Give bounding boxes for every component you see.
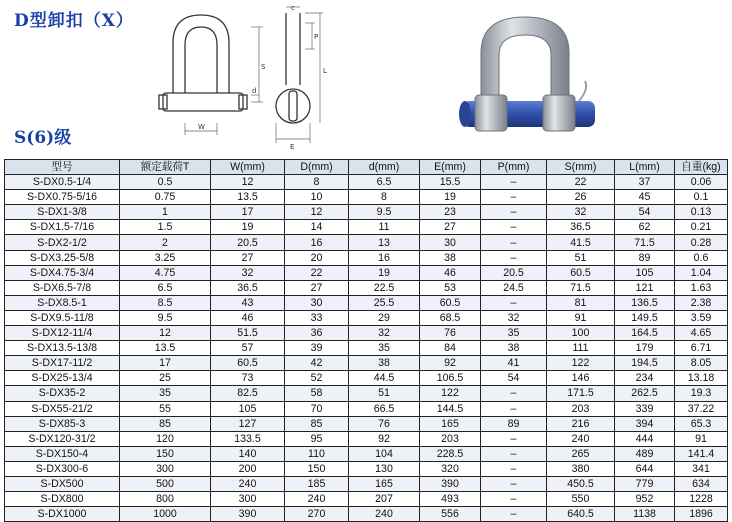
table-cell: 341 bbox=[675, 461, 728, 476]
dim-label-w: W bbox=[198, 123, 205, 131]
dim-label-e: E bbox=[290, 143, 295, 151]
table-cell: 58 bbox=[285, 386, 349, 401]
table-cell: 19 bbox=[420, 190, 481, 205]
table-cell: 489 bbox=[615, 446, 675, 461]
table-cell: 13.18 bbox=[675, 371, 728, 386]
table-cell: 8.5 bbox=[120, 295, 211, 310]
table-cell: 19.3 bbox=[675, 386, 728, 401]
table-cell: 9.5 bbox=[120, 310, 211, 325]
table-cell: 71.5 bbox=[615, 235, 675, 250]
table-cell: 141.4 bbox=[675, 446, 728, 461]
table-cell: 500 bbox=[120, 476, 211, 491]
table-cell: 57 bbox=[211, 341, 285, 356]
model-cell: S-DX300-6 bbox=[5, 461, 120, 476]
model-cell: S-DX1-3/8 bbox=[5, 205, 120, 220]
table-cell: 73 bbox=[211, 371, 285, 386]
table-cell: 92 bbox=[349, 431, 420, 446]
table-cell: 76 bbox=[420, 326, 481, 341]
table-cell: 8 bbox=[285, 175, 349, 190]
table-cell: 10 bbox=[285, 190, 349, 205]
table-cell: 13.5 bbox=[211, 190, 285, 205]
table-cell: 6.5 bbox=[120, 280, 211, 295]
table-cell: 81 bbox=[547, 295, 615, 310]
table-cell: 85 bbox=[120, 416, 211, 431]
table-cell: 68.5 bbox=[420, 310, 481, 325]
column-header: 额定载荷T bbox=[120, 160, 211, 175]
table-row bbox=[5, 371, 728, 386]
table-cell: 38 bbox=[481, 341, 547, 356]
table-cell: 444 bbox=[615, 431, 675, 446]
table-cell: 33 bbox=[285, 310, 349, 325]
table-cell: 46 bbox=[420, 265, 481, 280]
table-cell: 51 bbox=[349, 386, 420, 401]
table-cell: 60.5 bbox=[420, 295, 481, 310]
table-cell: 144.5 bbox=[420, 401, 481, 416]
table-cell: 104 bbox=[349, 446, 420, 461]
table-cell: 6.5 bbox=[349, 175, 420, 190]
table-cell: 15.5 bbox=[420, 175, 481, 190]
table-cell: 30 bbox=[420, 235, 481, 250]
table-cell: 22.5 bbox=[349, 280, 420, 295]
table-row bbox=[5, 341, 728, 356]
table-cell: 105 bbox=[211, 401, 285, 416]
table-cell: – bbox=[481, 492, 547, 507]
dim-label-l: L bbox=[323, 67, 327, 75]
table-cell: 76 bbox=[349, 416, 420, 431]
table-cell: 240 bbox=[211, 476, 285, 491]
dim-label-p: P bbox=[314, 33, 319, 41]
table-cell: 13.5 bbox=[120, 341, 211, 356]
model-cell: S-DX55-21/2 bbox=[5, 401, 120, 416]
table-cell: 150 bbox=[120, 446, 211, 461]
table-cell: 140 bbox=[211, 446, 285, 461]
table-cell: 42 bbox=[285, 356, 349, 371]
table-cell: 3.25 bbox=[120, 250, 211, 265]
table-cell: 106.5 bbox=[420, 371, 481, 386]
shackle-technical-drawing bbox=[155, 3, 335, 153]
table-cell: – bbox=[481, 295, 547, 310]
table-cell: 35 bbox=[120, 386, 211, 401]
table-cell: 44.5 bbox=[349, 371, 420, 386]
table-row bbox=[5, 431, 728, 446]
table-cell: 70 bbox=[285, 401, 349, 416]
dim-label-d: d bbox=[252, 87, 257, 95]
table-cell: 270 bbox=[285, 507, 349, 522]
dim-label-c: c bbox=[291, 4, 295, 12]
table-cell: – bbox=[481, 446, 547, 461]
table-cell: 2.38 bbox=[675, 295, 728, 310]
table-row bbox=[5, 401, 728, 416]
table-cell: 122 bbox=[547, 356, 615, 371]
table-row bbox=[5, 492, 728, 507]
table-cell: 100 bbox=[547, 326, 615, 341]
table-cell: 19 bbox=[211, 220, 285, 235]
table-cell: 240 bbox=[285, 492, 349, 507]
table-row bbox=[5, 386, 728, 401]
table-cell: 8 bbox=[349, 190, 420, 205]
table-cell: 53 bbox=[420, 280, 481, 295]
table-cell: 92 bbox=[420, 356, 481, 371]
table-cell: 27 bbox=[285, 280, 349, 295]
table-cell: 136.5 bbox=[615, 295, 675, 310]
column-header: D(mm) bbox=[285, 160, 349, 175]
table-cell: 91 bbox=[547, 310, 615, 325]
table-cell: 1.04 bbox=[675, 265, 728, 280]
table-cell: 390 bbox=[420, 476, 481, 491]
model-cell: S-DX1.5-7/16 bbox=[5, 220, 120, 235]
table-cell: 171.5 bbox=[547, 386, 615, 401]
column-header: L(mm) bbox=[615, 160, 675, 175]
table-cell: 46 bbox=[211, 310, 285, 325]
table-cell: – bbox=[481, 507, 547, 522]
table-cell: 380 bbox=[547, 461, 615, 476]
table-cell: 36 bbox=[285, 326, 349, 341]
table-cell: 0.6 bbox=[675, 250, 728, 265]
table-cell: 38 bbox=[420, 250, 481, 265]
table-header-row bbox=[5, 160, 728, 175]
table-cell: 62 bbox=[615, 220, 675, 235]
table-cell: 36.5 bbox=[211, 280, 285, 295]
model-cell: S-DX4.75-3/4 bbox=[5, 265, 120, 280]
table-cell: 1228 bbox=[675, 492, 728, 507]
table-cell: 84 bbox=[420, 341, 481, 356]
table-row bbox=[5, 476, 728, 491]
table-cell: 164.5 bbox=[615, 326, 675, 341]
table-cell: 0.06 bbox=[675, 175, 728, 190]
table-cell: 22 bbox=[285, 265, 349, 280]
table-cell: 52 bbox=[285, 371, 349, 386]
table-cell: 66.5 bbox=[349, 401, 420, 416]
table-cell: 450.5 bbox=[547, 476, 615, 491]
table-cell: 390 bbox=[211, 507, 285, 522]
table-row bbox=[5, 250, 728, 265]
table-cell: 0.5 bbox=[120, 175, 211, 190]
model-cell: S-DX17-11/2 bbox=[5, 356, 120, 371]
table-cell: 265 bbox=[547, 446, 615, 461]
table-body bbox=[5, 175, 728, 522]
table-row bbox=[5, 416, 728, 431]
table-cell: 32 bbox=[481, 310, 547, 325]
model-cell: S-DX8.5-1 bbox=[5, 295, 120, 310]
table-cell: 121 bbox=[615, 280, 675, 295]
table-cell: 35 bbox=[481, 326, 547, 341]
table-row bbox=[5, 205, 728, 220]
table-cell: 1.5 bbox=[120, 220, 211, 235]
table-row bbox=[5, 265, 728, 280]
table-cell: 20 bbox=[285, 250, 349, 265]
table-cell: 4.65 bbox=[675, 326, 728, 341]
model-cell: S-DX0.5-1/4 bbox=[5, 175, 120, 190]
table-cell: 27 bbox=[420, 220, 481, 235]
table-cell: 54 bbox=[615, 205, 675, 220]
table-cell: 105 bbox=[615, 265, 675, 280]
table-cell: 6.71 bbox=[675, 341, 728, 356]
table-cell: 25 bbox=[120, 371, 211, 386]
table-cell: 17 bbox=[211, 205, 285, 220]
table-cell: 240 bbox=[547, 431, 615, 446]
model-cell: S-DX85-3 bbox=[5, 416, 120, 431]
table-cell: 12 bbox=[120, 326, 211, 341]
table-row bbox=[5, 446, 728, 461]
table-cell: – bbox=[481, 235, 547, 250]
table-cell: – bbox=[481, 431, 547, 446]
table-cell: 133.5 bbox=[211, 431, 285, 446]
table-cell: 36.5 bbox=[547, 220, 615, 235]
table-cell: 37 bbox=[615, 175, 675, 190]
shackle-product-image bbox=[455, 5, 605, 155]
table-cell: 146 bbox=[547, 371, 615, 386]
table-cell: 60.5 bbox=[547, 265, 615, 280]
table-cell: 82.5 bbox=[211, 386, 285, 401]
table-cell: 2 bbox=[120, 235, 211, 250]
table-cell: 1.63 bbox=[675, 280, 728, 295]
table-row bbox=[5, 507, 728, 522]
table-cell: 41 bbox=[481, 356, 547, 371]
table-cell: 194.5 bbox=[615, 356, 675, 371]
column-header: 型号 bbox=[5, 160, 120, 175]
table-cell: 300 bbox=[120, 461, 211, 476]
dim-label-s: S bbox=[261, 63, 266, 71]
table-row bbox=[5, 295, 728, 310]
table-cell: 51 bbox=[547, 250, 615, 265]
table-cell: 165 bbox=[420, 416, 481, 431]
table-cell: 122 bbox=[420, 386, 481, 401]
model-cell: S-DX9.5-11/8 bbox=[5, 310, 120, 325]
table-cell: 130 bbox=[349, 461, 420, 476]
model-cell: S-DX500 bbox=[5, 476, 120, 491]
table-cell: 12 bbox=[285, 205, 349, 220]
column-header: P(mm) bbox=[481, 160, 547, 175]
table-row bbox=[5, 235, 728, 250]
table-cell: 51.5 bbox=[211, 326, 285, 341]
table-cell: 45 bbox=[615, 190, 675, 205]
table-cell: 32 bbox=[349, 326, 420, 341]
table-cell: 24.5 bbox=[481, 280, 547, 295]
table-cell: 22 bbox=[547, 175, 615, 190]
table-cell: 127 bbox=[211, 416, 285, 431]
table-cell: 39 bbox=[285, 341, 349, 356]
table-cell: 41.5 bbox=[547, 235, 615, 250]
table-cell: 203 bbox=[547, 401, 615, 416]
model-cell: S-DX800 bbox=[5, 492, 120, 507]
model-cell: S-DX150-4 bbox=[5, 446, 120, 461]
table-cell: 1 bbox=[120, 205, 211, 220]
model-cell: S-DX13.5-13/8 bbox=[5, 341, 120, 356]
model-cell: S-DX35-2 bbox=[5, 386, 120, 401]
table-cell: 25.5 bbox=[349, 295, 420, 310]
table-cell: 43 bbox=[211, 295, 285, 310]
table-cell: 23 bbox=[420, 205, 481, 220]
table-cell: 234 bbox=[615, 371, 675, 386]
table-cell: 0.13 bbox=[675, 205, 728, 220]
table-cell: 38 bbox=[349, 356, 420, 371]
model-cell: S-DX1000 bbox=[5, 507, 120, 522]
model-cell: S-DX120-31/2 bbox=[5, 431, 120, 446]
table-cell: – bbox=[481, 461, 547, 476]
column-header: E(mm) bbox=[420, 160, 481, 175]
model-cell: S-DX6.5-7/8 bbox=[5, 280, 120, 295]
table-cell: 556 bbox=[420, 507, 481, 522]
table-cell: 17 bbox=[120, 356, 211, 371]
table-cell: 95 bbox=[285, 431, 349, 446]
table-cell: 0.28 bbox=[675, 235, 728, 250]
model-cell: S-DX2-1/2 bbox=[5, 235, 120, 250]
table-cell: – bbox=[481, 190, 547, 205]
table-cell: – bbox=[481, 401, 547, 416]
column-header: 自重(kg) bbox=[675, 160, 728, 175]
table-cell: 91 bbox=[675, 431, 728, 446]
table-cell: 640.5 bbox=[547, 507, 615, 522]
table-cell: 240 bbox=[349, 507, 420, 522]
table-cell: 0.1 bbox=[675, 190, 728, 205]
table-cell: 32 bbox=[211, 265, 285, 280]
table-cell: 207 bbox=[349, 492, 420, 507]
table-cell: 11 bbox=[349, 220, 420, 235]
column-header: S(mm) bbox=[547, 160, 615, 175]
table-cell: 27 bbox=[211, 250, 285, 265]
column-header: d(mm) bbox=[349, 160, 420, 175]
table-row bbox=[5, 461, 728, 476]
table-cell: 16 bbox=[285, 235, 349, 250]
table-cell: 262.5 bbox=[615, 386, 675, 401]
model-cell: S-DX0.75-5/16 bbox=[5, 190, 120, 205]
table-row bbox=[5, 220, 728, 235]
table-cell: 89 bbox=[615, 250, 675, 265]
table-cell: 200 bbox=[211, 461, 285, 476]
table-cell: 1138 bbox=[615, 507, 675, 522]
specification-table bbox=[4, 159, 728, 522]
table-cell: 14 bbox=[285, 220, 349, 235]
table-cell: 644 bbox=[615, 461, 675, 476]
table-cell: 1000 bbox=[120, 507, 211, 522]
table-row bbox=[5, 356, 728, 371]
column-header: W(mm) bbox=[211, 160, 285, 175]
table-cell: 320 bbox=[420, 461, 481, 476]
table-cell: 3.59 bbox=[675, 310, 728, 325]
table-cell: 12 bbox=[211, 175, 285, 190]
table-cell: 20.5 bbox=[481, 265, 547, 280]
table-cell: 71.5 bbox=[547, 280, 615, 295]
table-cell: 165 bbox=[349, 476, 420, 491]
table-row bbox=[5, 326, 728, 341]
table-row bbox=[5, 190, 728, 205]
table-cell: 228.5 bbox=[420, 446, 481, 461]
table-cell: 35 bbox=[349, 341, 420, 356]
table-cell: 179 bbox=[615, 341, 675, 356]
table-cell: 339 bbox=[615, 401, 675, 416]
model-cell: S-DX12-11/4 bbox=[5, 326, 120, 341]
table-cell: 32 bbox=[547, 205, 615, 220]
table-cell: 54 bbox=[481, 371, 547, 386]
table-cell: 550 bbox=[547, 492, 615, 507]
table-cell: 300 bbox=[211, 492, 285, 507]
table-cell: 55 bbox=[120, 401, 211, 416]
table-cell: 111 bbox=[547, 341, 615, 356]
table-cell: – bbox=[481, 476, 547, 491]
table-cell: – bbox=[481, 205, 547, 220]
table-cell: 13 bbox=[349, 235, 420, 250]
table-cell: – bbox=[481, 220, 547, 235]
table-cell: 394 bbox=[615, 416, 675, 431]
table-cell: 634 bbox=[675, 476, 728, 491]
table-row bbox=[5, 280, 728, 295]
table-cell: 65.3 bbox=[675, 416, 728, 431]
table-cell: 16 bbox=[349, 250, 420, 265]
table-cell: – bbox=[481, 250, 547, 265]
table-cell: 185 bbox=[285, 476, 349, 491]
model-cell: S-DX3.25-5/8 bbox=[5, 250, 120, 265]
table-cell: – bbox=[481, 386, 547, 401]
table-cell: 952 bbox=[615, 492, 675, 507]
table-cell: 149.5 bbox=[615, 310, 675, 325]
table-cell: 0.75 bbox=[120, 190, 211, 205]
table-cell: 85 bbox=[285, 416, 349, 431]
table-cell: 203 bbox=[420, 431, 481, 446]
table-cell: 60.5 bbox=[211, 356, 285, 371]
table-cell: 20.5 bbox=[211, 235, 285, 250]
table-cell: 110 bbox=[285, 446, 349, 461]
table-cell: 0.21 bbox=[675, 220, 728, 235]
table-cell: 8.05 bbox=[675, 356, 728, 371]
table-cell: 30 bbox=[285, 295, 349, 310]
table-row bbox=[5, 310, 728, 325]
table-cell: 216 bbox=[547, 416, 615, 431]
table-cell: 89 bbox=[481, 416, 547, 431]
page-title: D型卸扣（X） bbox=[14, 11, 134, 31]
table-cell: 19 bbox=[349, 265, 420, 280]
table-cell: 800 bbox=[120, 492, 211, 507]
table-cell: 493 bbox=[420, 492, 481, 507]
table-cell: 37.22 bbox=[675, 401, 728, 416]
table-cell: 26 bbox=[547, 190, 615, 205]
table-cell: 4.75 bbox=[120, 265, 211, 280]
table-cell: 150 bbox=[285, 461, 349, 476]
table-row bbox=[5, 175, 728, 190]
table-cell: 779 bbox=[615, 476, 675, 491]
table-cell: 9.5 bbox=[349, 205, 420, 220]
grade-subtitle: S(6)级 bbox=[14, 128, 72, 148]
table-cell: – bbox=[481, 175, 547, 190]
table-cell: 1896 bbox=[675, 507, 728, 522]
table-cell: 120 bbox=[120, 431, 211, 446]
model-cell: S-DX25-13/4 bbox=[5, 371, 120, 386]
table-cell: 29 bbox=[349, 310, 420, 325]
